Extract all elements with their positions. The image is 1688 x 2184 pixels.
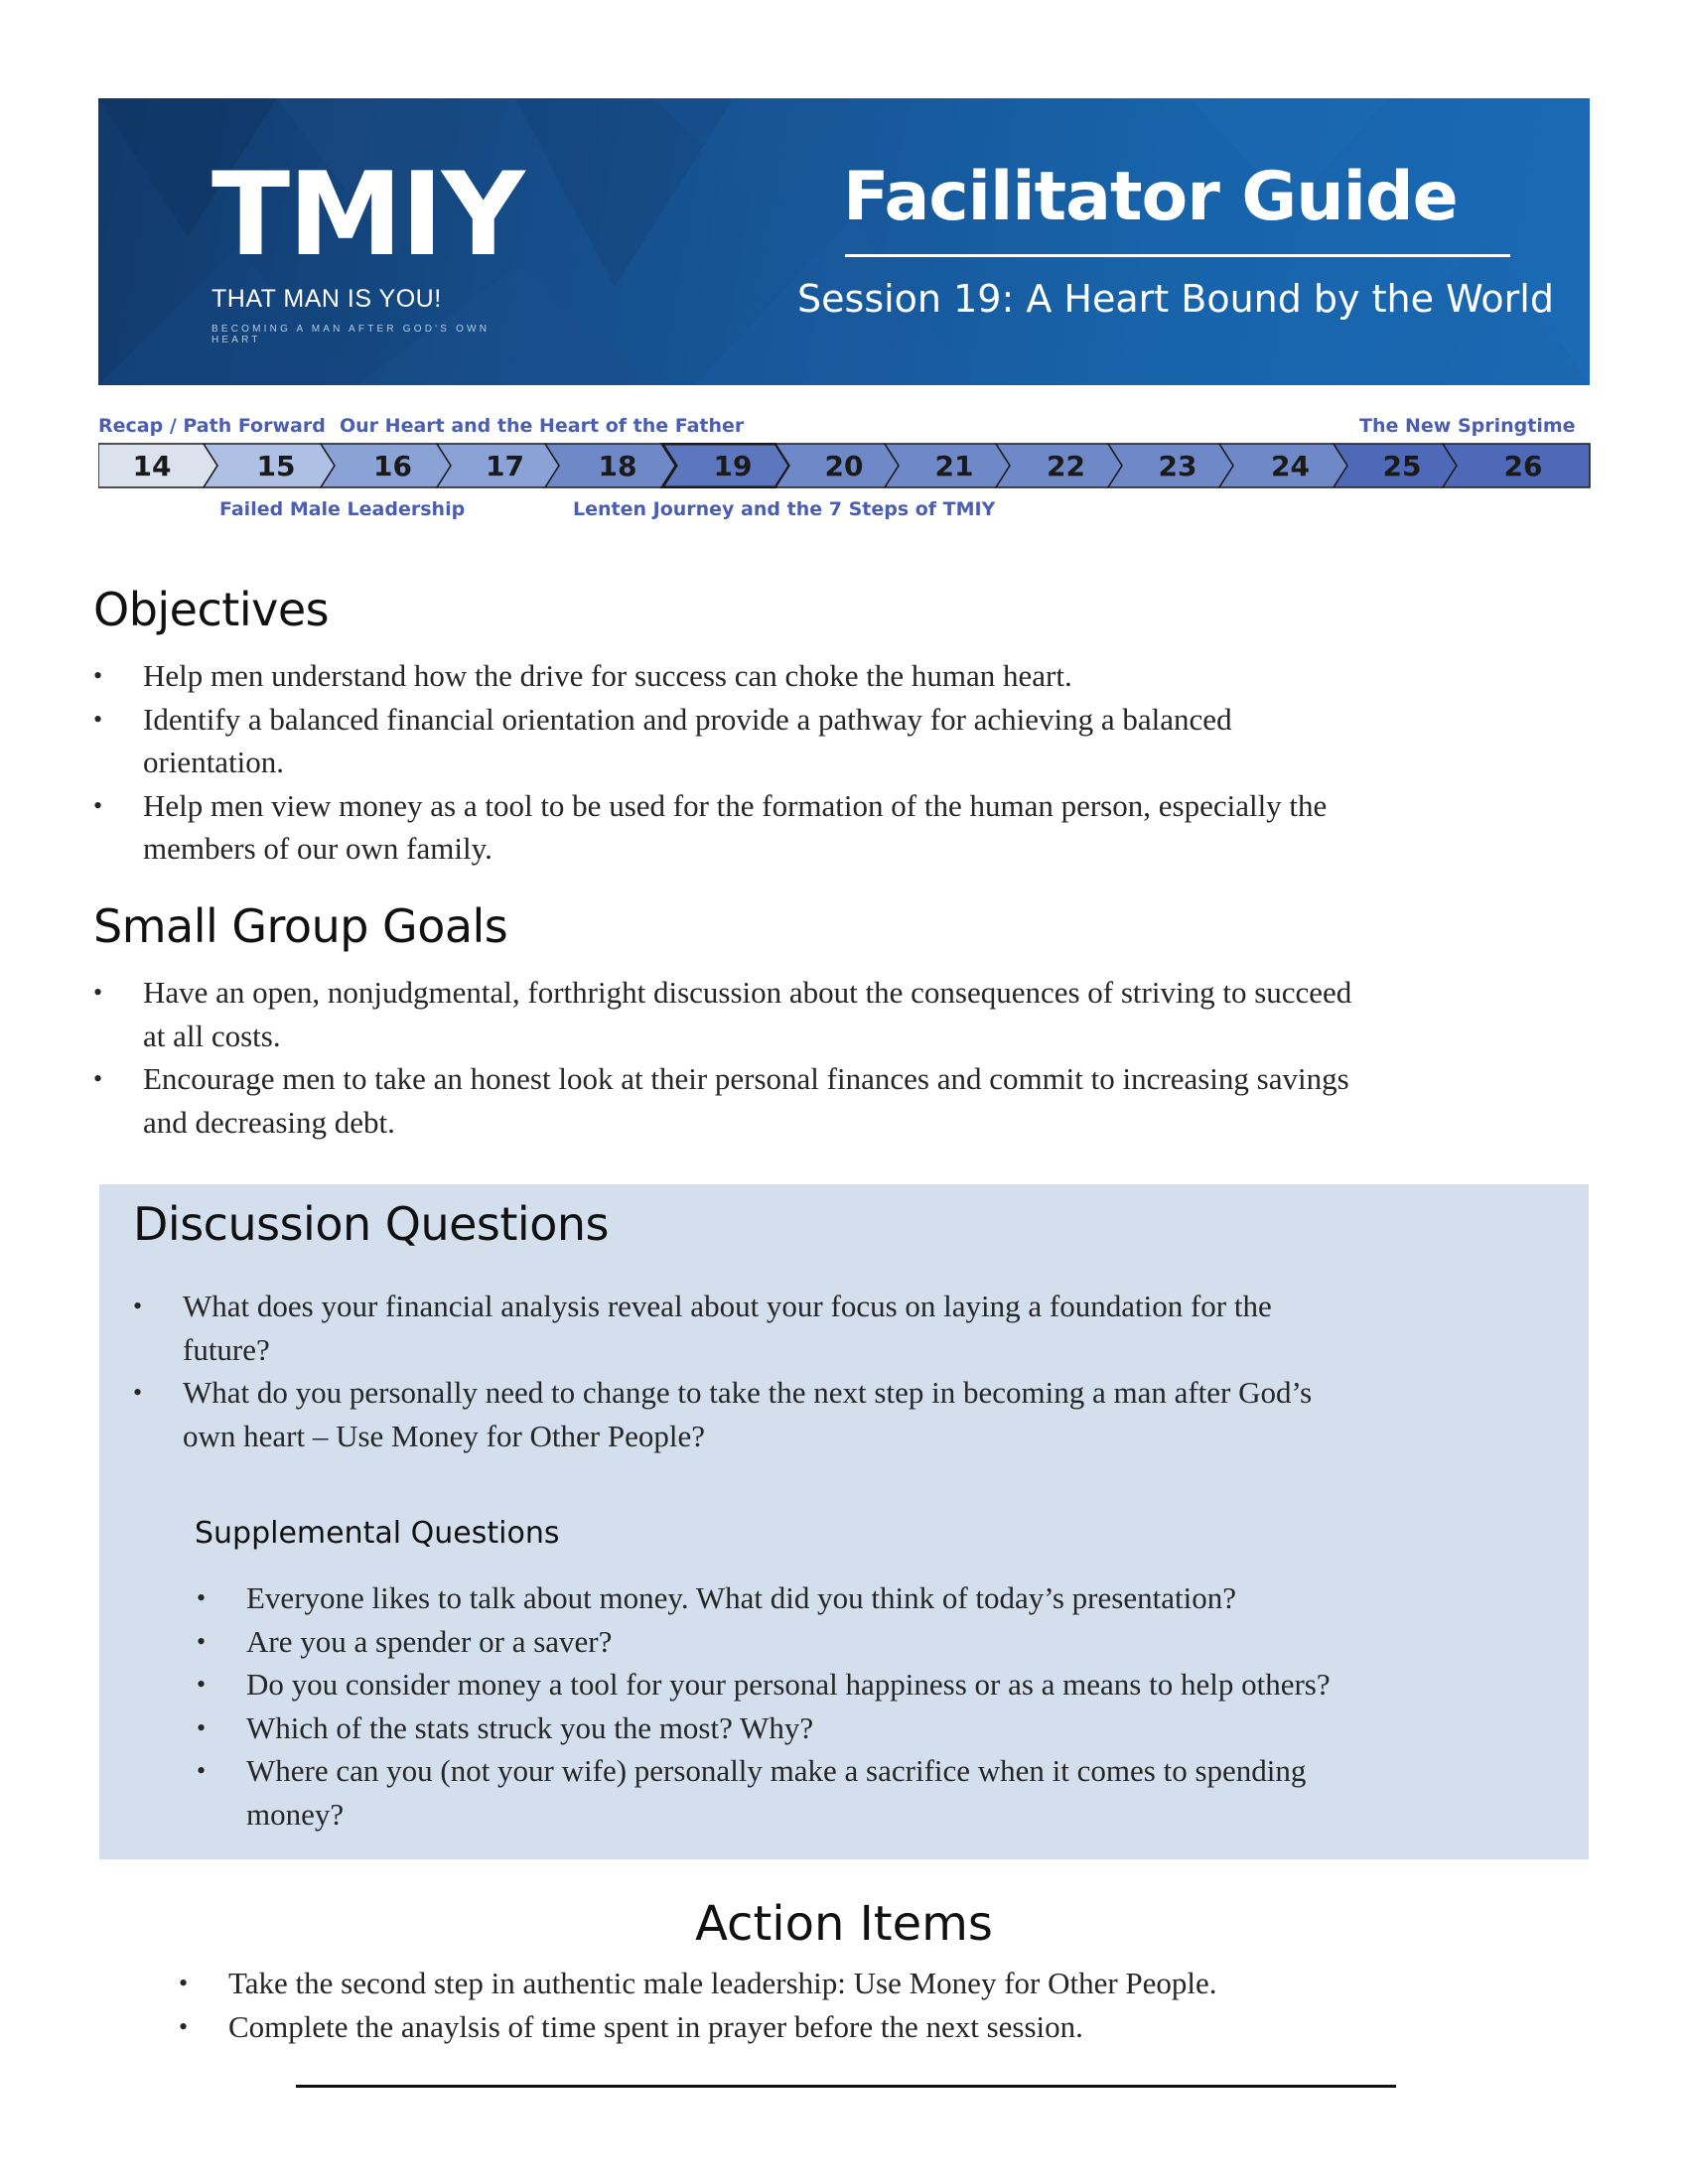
supplemental-question-item-text: money?: [246, 1796, 345, 1832]
supplemental-question-item: [197, 1663, 1577, 1706]
objective-item-text: • Help men understand how the drive for success can choke the human heart.: [143, 658, 1072, 693]
action-item: [179, 2005, 1589, 2049]
discussion-questions-list: [133, 1285, 1563, 1457]
supplemental-question-item-text: • Everyone likes to talk about money. What did you think of today’s presentation?: [246, 1580, 1236, 1615]
footer-divider: [296, 2085, 1396, 2088]
discussion-question-item-text: • What does your financial analysis reveal about your focus on laying a foundation for the: [183, 1289, 1272, 1323]
objective-item-text: members of our own family.: [143, 831, 492, 866]
session-number-20: 20: [824, 450, 864, 482]
session-number-15: 15: [256, 450, 296, 482]
small-group-goals-heading: Small Group Goals: [93, 899, 508, 953]
objectives-heading: Objectives: [93, 583, 330, 636]
supplemental-question-item: [197, 1749, 1577, 1836]
supplemental-question-item-text: • Do you consider money a tool for your personal happiness or as a means to help others?: [246, 1667, 1331, 1702]
goal-item-text: • Have an open, nonjudgmental, forthright discussion about the consequences of striving to succeed: [143, 975, 1352, 1010]
session-number-21: 21: [934, 450, 974, 482]
discussion-question-item: [133, 1371, 1563, 1457]
tmiy-logo: [211, 148, 529, 345]
session-number-24: 24: [1271, 450, 1310, 482]
supplemental-question-item: [197, 1620, 1577, 1664]
session-number-14: 14: [132, 450, 172, 482]
objective-item-text: • Help men view money as a tool to be used for the formation of the human person, especially the: [143, 787, 1328, 823]
phase-label-new-springtime: The New Springtime: [1359, 415, 1576, 437]
discussion-questions-heading: Discussion Questions: [133, 1197, 609, 1251]
discussion-question-item: [133, 1285, 1563, 1371]
objective-item: [93, 654, 1603, 698]
supplemental-question-item-text: • Are you a spender or a saver?: [246, 1623, 613, 1659]
objectives-list: [93, 654, 1603, 871]
discussion-question-item-text: • What do you personally need to change to take the next step in becoming a man after God’s: [183, 1375, 1313, 1410]
supplemental-question-item-text: • Which of the stats struck you the most? Why?: [246, 1709, 814, 1745]
phase-label-recap: Recap / Path Forward: [98, 415, 326, 437]
supplemental-questions-heading: Supplemental Questions: [195, 1516, 560, 1551]
discussion-question-item-text: own heart – Use Money for Other People?: [183, 1418, 705, 1453]
supplemental-question-item: [197, 1706, 1577, 1750]
session-number-23: 23: [1158, 450, 1197, 482]
discussion-question-item-text: future?: [183, 1331, 270, 1367]
session-number-22: 22: [1047, 450, 1085, 482]
goal-item-text: and decreasing debt.: [143, 1104, 395, 1140]
session-number-17: 17: [486, 450, 524, 482]
header-banner: [98, 98, 1590, 385]
supplemental-question-item: [197, 1576, 1577, 1620]
goal-item: [93, 1057, 1603, 1144]
phase-label-lenten-journey: Lenten Journey and the 7 Steps of TMIY: [573, 498, 996, 520]
session-number-26: 26: [1503, 450, 1543, 482]
action-item: [179, 1962, 1589, 2005]
objective-item-text: • Identify a balanced financial orientation and provide a pathway for achieving a balanced: [143, 701, 1232, 737]
session-title: Session 19: A Heart Bound by the World: [797, 277, 1554, 321]
small-group-goals-list: [93, 971, 1603, 1144]
action-item-text: • Complete the anaylsis of time spent in prayer before the next session.: [228, 2008, 1083, 2044]
session-number-18: 18: [598, 450, 637, 482]
goal-item-text: at all costs.: [143, 1018, 281, 1053]
logo-tagline: THAT MAN IS YOU!: [211, 285, 442, 313]
action-items-list: [179, 1962, 1589, 2048]
goal-item-text: • Encourage men to take an honest look at their personal finances and commit to increasing savings: [143, 1061, 1349, 1096]
objective-item: [93, 698, 1603, 784]
session-progression-strip: [98, 443, 1591, 488]
goal-item: [93, 971, 1603, 1057]
session-number-19: 19: [713, 450, 753, 482]
objective-item-text: orientation.: [143, 745, 285, 779]
supplemental-question-item-text: • Where can you (not your wife) personally make a sacrifice when it comes to spending: [246, 1753, 1307, 1788]
title-divider: [845, 254, 1510, 257]
phase-label-failed-leadership: Failed Male Leadership: [219, 498, 466, 520]
supplemental-questions-list: [197, 1576, 1577, 1836]
session-number-25: 25: [1382, 450, 1422, 482]
objective-item: [93, 784, 1603, 871]
phase-label-heart-of-father: Our Heart and the Heart of the Father: [340, 415, 745, 437]
logo-subtagline: BECOMING A MAN AFTER GOD'S OWN HEART: [211, 324, 491, 345]
action-item-text: • Take the second step in authentic male leadership: Use Money for Other People.: [228, 1966, 1217, 2000]
session-number-16: 16: [373, 450, 412, 482]
page-title: Facilitator Guide: [843, 158, 1458, 236]
action-items-heading: Action Items: [695, 1896, 993, 1952]
logo-wordmark: TMIY: [211, 148, 523, 282]
